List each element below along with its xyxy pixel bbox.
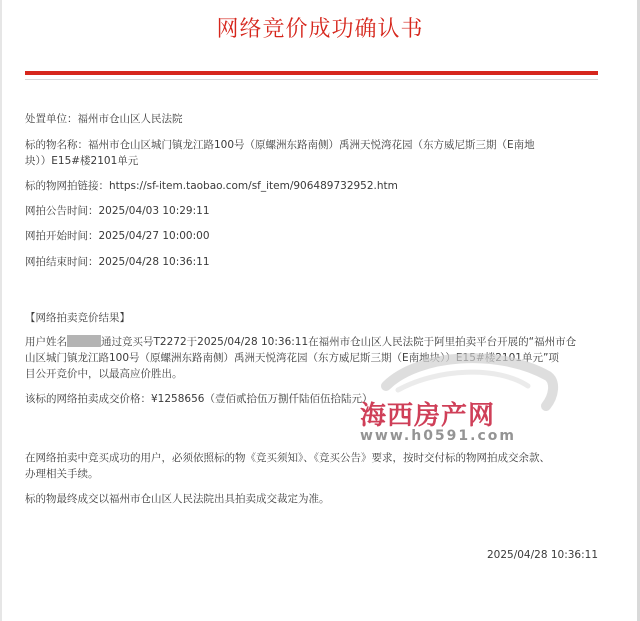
field-disposal-unit: 处置单位：福州市仓山区人民法院 <box>25 113 183 125</box>
result-heading: 【网络拍卖竞价结果】 <box>25 312 130 324</box>
redacted-username <box>67 335 101 347</box>
watermark-logo-text: 海西房产网 <box>360 401 496 431</box>
final-note: 标的物最终成交以福州市仓山区人民法院出具拍卖成交裁定为准。 <box>25 493 330 505</box>
watermark-url: www.h0591.com <box>360 428 516 444</box>
result-price: 该标的网络拍卖成交价格：¥1258656（壹佰贰拾伍万捌仟陆佰伍拾陆元） <box>25 393 373 405</box>
field-announce-time: 网拍公告时间：2025/04/03 10:29:11 <box>25 205 210 217</box>
result-line-3: 目公开竞价中，以最高应价胜出。 <box>25 368 183 380</box>
page-edge-left <box>0 0 2 621</box>
notice-line-1: 在网络拍卖中竞买成功的用户，必须依照标的物《竞买须知》、《竞买公告》要求，按时交付标的物网拍成交余款、 <box>25 452 550 464</box>
title-divider-grey <box>25 79 598 80</box>
issue-date: 2025/04/28 10:36:11 <box>486 549 598 561</box>
notice-line-2: 办理相关手续。 <box>25 468 99 480</box>
field-item-name: 标的物名称：福州市仓山区城门镇龙江路100号（原螺洲东路南侧）禹洲天悦湾花园（东方威尼斯三期（E南地 <box>25 139 535 151</box>
field-start-time: 网拍开始时间：2025/04/27 10:00:00 <box>25 230 210 242</box>
field-end-time: 网拍结束时间：2025/04/28 10:36:11 <box>25 256 210 268</box>
field-auction-link: 标的物网拍链接：https://sf-item.taobao.com/sf_item/906489732952.htm <box>25 180 398 192</box>
result-line-1: 用户姓名 通过竞买号T2272于2025/04/28 10:36:11在福州市仓山区人民法院于阿里拍卖平台开展的“福州市仓 <box>25 336 577 348</box>
field-item-name-cont: 块））E15#楼2101单元 <box>25 155 139 167</box>
result-line-2: 山区城门镇龙江路100号（原螺洲东路南侧）禹洲天悦湾花园（东方威尼斯三期（E南地块））E15#楼2101单元”项 <box>25 352 559 364</box>
document-title: 网络竞价成功确认书 <box>216 17 424 42</box>
title-divider-red <box>25 71 598 75</box>
